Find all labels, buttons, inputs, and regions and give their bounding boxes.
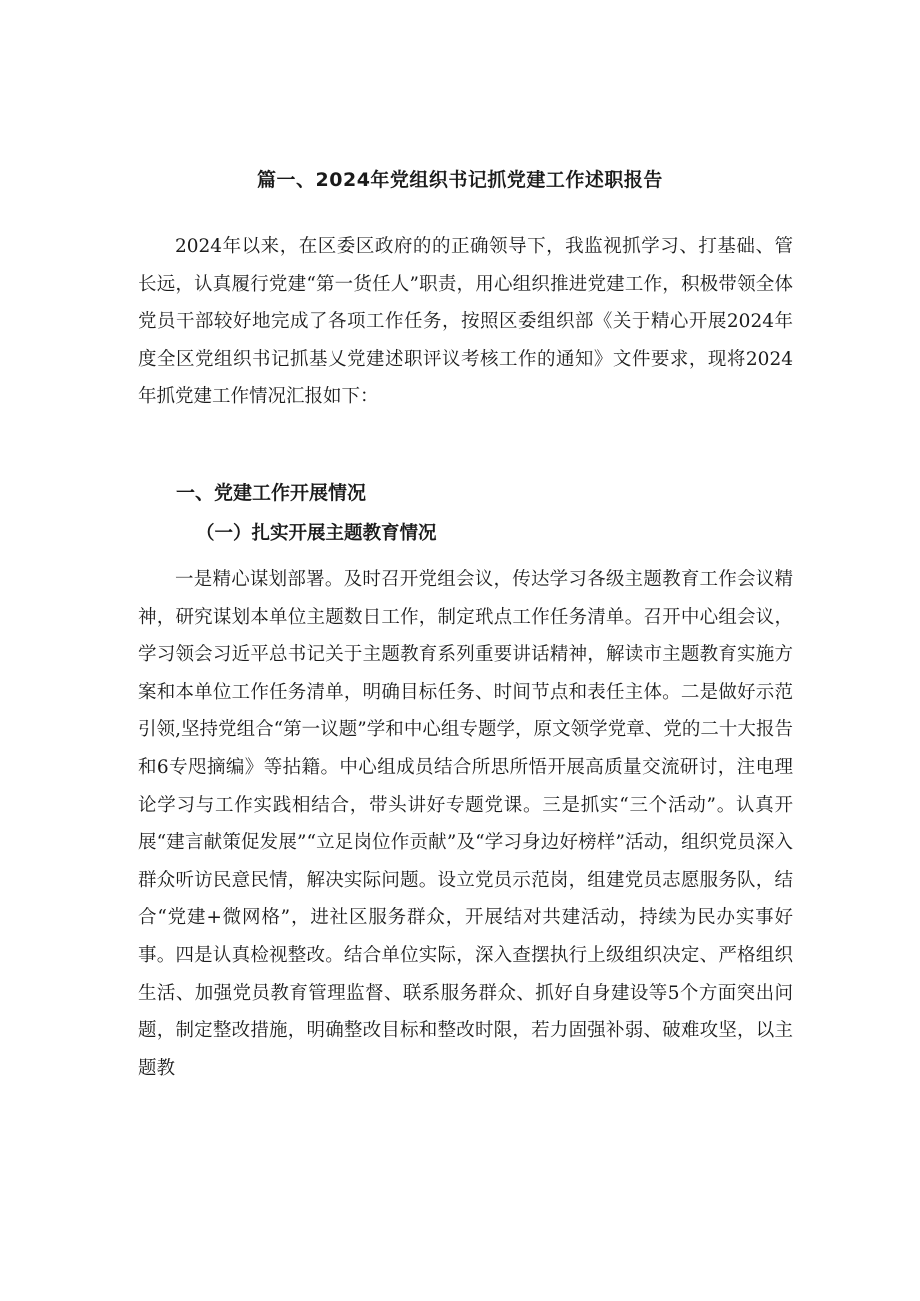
section-heading: 一、党建工作开展情况 — [176, 482, 367, 504]
document-title: 篇一、2024年党组织书记抓党建工作述职报告 — [257, 169, 663, 191]
subsection-heading: （一）扎实开展主题教育情况 — [196, 523, 437, 544]
intro-paragraph: 2024年以来，在区委区政府的的正确领导下，我监视抓学习、打基础、管长远，认真履行党建“第一货任人”职责，用心组织推进党建工作，积极带领全体党员干部较好地完成了各项工作任务，按照区委组织部《关于精心开展2024年度全区党组织书记抓基乂党建述职评议考核工作的通知》文件要求，现将2024年抓党建工作情况汇报如下： — [138, 236, 793, 408]
main-paragraph: 一是精心谋划部署。及时召开党组会议，传达学习各级主题教育工作会议精神，研究谋划本单位主题数日工作，制定玳点工作任务清单。召开中心组会议，学习领会习近平总书记关于主题教育系列重要讲话精神，解读市主题教育实施方案和本单位工作任务清单，明确目标任务、时间节点和表任主体。二是做好示范引领,坚持党组合“第一议题”学和中心组专题学，原文领学党章、党的二十大报告和6专咫摘编》等拈籍。中心组成员结合所思所悟开展高质量交流研讨，注电理论学习与工作实践相结合，带头讲好专题党课。三是抓实“三个活动”。认真开展“建言献策促发展”“立足岗位作贡献”及“学习身边好榜样”活动，组织党员深入群众听访民意民情，解决实际问题。设立党员示范岗，组建党员志愿服务队，结合“党建+微网格”，进社区服务群众，开展结对共建活动，持续为民办实事好事。四是认真检视整改。结合单位实际，深入查摆执行上级组织决定、严格组织生活、加强党员教育管理监督、联系服务群众、抓好自身建设等5个方面突出问题，制定整改措施，明确整改目标和整改时限，若力固强补弱、破难攻坚，以主题教 — [138, 569, 793, 1079]
